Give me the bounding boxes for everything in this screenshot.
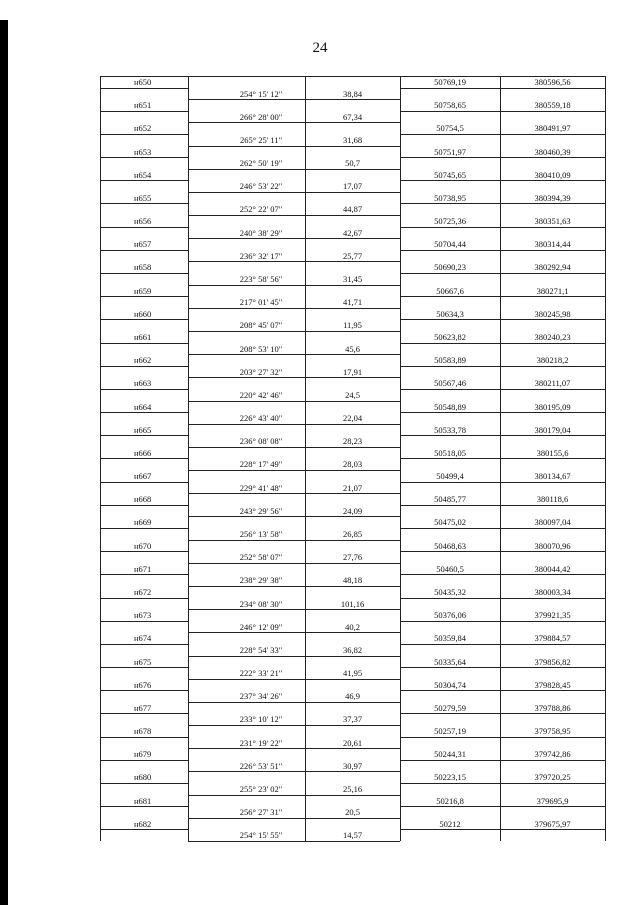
- point-label: н664: [134, 401, 152, 412]
- segment-length: 11,95: [343, 320, 362, 331]
- x-coordinate: 50583,89: [434, 355, 466, 366]
- x-coordinate: 50335,64: [434, 656, 466, 667]
- bearing-angle: 255° 23' 02": [239, 783, 283, 794]
- row-midline: [400, 435, 605, 436]
- bearing-angle: 234° 08' 30": [239, 598, 283, 609]
- bearing-angle: 262° 50' 19": [239, 158, 283, 169]
- row-midline: [400, 644, 605, 645]
- y-coordinate: 380211,07: [534, 378, 571, 389]
- bearing-angle: 228° 54' 33": [239, 644, 283, 655]
- point-label: н673: [134, 610, 152, 621]
- row-bottomline: [188, 238, 400, 239]
- segment-length: 24,5: [345, 389, 360, 400]
- row-midline: [400, 111, 605, 112]
- bearing-angle: 252° 22' 07": [239, 204, 283, 215]
- segment-length: 45,6: [345, 343, 360, 354]
- point-label: н658: [134, 262, 152, 273]
- point-label: н659: [134, 285, 152, 296]
- x-coordinate: 50499,4: [436, 471, 464, 482]
- y-coordinate: 380003,34: [534, 586, 571, 597]
- point-label: н666: [134, 447, 152, 458]
- row-midline: [400, 389, 605, 390]
- row-midline: [100, 458, 188, 459]
- point-label: н651: [134, 100, 152, 111]
- page-number: 24: [312, 40, 328, 56]
- bearing-angle: 238° 29' 38": [239, 575, 283, 586]
- point-label: н679: [134, 749, 152, 760]
- point-label: н655: [134, 192, 152, 203]
- bearing-angle: 246° 12' 09": [239, 621, 283, 632]
- segment-length: 30,97: [342, 760, 363, 771]
- point-label: н671: [134, 563, 152, 574]
- segment-length: 41,71: [342, 297, 363, 308]
- point-label: н660: [134, 308, 152, 319]
- row-bottomline: [188, 702, 400, 703]
- point-label: н661: [134, 331, 152, 342]
- bearing-angle: 233° 10' 12": [239, 714, 283, 725]
- row-midline: [400, 505, 605, 506]
- scan-binding-edge: [0, 20, 8, 905]
- x-coordinate: 50359,84: [434, 633, 466, 644]
- point-label: н670: [134, 540, 152, 551]
- row-bottomline: [188, 331, 400, 332]
- segment-length: 31,45: [342, 274, 363, 285]
- x-coordinate: 50667,6: [436, 285, 464, 296]
- row-midline: [100, 574, 188, 575]
- row-midline: [400, 134, 605, 135]
- point-label: н674: [134, 633, 152, 644]
- row-midline: [400, 760, 605, 761]
- y-coordinate: 380240,23: [534, 331, 571, 342]
- y-coordinate: 379720,25: [534, 772, 571, 783]
- point-label: н682: [134, 818, 152, 829]
- row-bottomline: [188, 540, 400, 541]
- row-midline: [400, 528, 605, 529]
- row-midline: [100, 667, 188, 668]
- x-coordinate: 50257,19: [434, 726, 466, 737]
- bearing-angle: 222° 33' 21": [239, 668, 283, 679]
- point-label: н680: [134, 772, 152, 783]
- x-coordinate: 50704,44: [434, 239, 466, 250]
- segment-length: 42,67: [342, 227, 363, 238]
- y-coordinate: 380179,04: [534, 424, 571, 435]
- y-coordinate: 380044,42: [534, 563, 571, 574]
- x-coordinate: 50435,32: [434, 586, 466, 597]
- segment-length: 41,95: [342, 668, 363, 679]
- point-label: н676: [134, 679, 152, 690]
- row-midline: [100, 621, 188, 622]
- y-coordinate: 379788,86: [534, 702, 571, 713]
- row-bottomline: [188, 354, 400, 355]
- y-coordinate: 380218,2: [536, 355, 569, 366]
- row-midline: [400, 667, 605, 668]
- bearing-angle: 246° 53' 22": [239, 181, 283, 192]
- segment-length: 46,9: [345, 691, 360, 702]
- row-bottomline: [188, 563, 400, 564]
- segment-length: 22,04: [342, 413, 363, 424]
- row-bottomline: [188, 656, 400, 657]
- y-coordinate: 380351,63: [534, 216, 571, 227]
- row-midline: [100, 806, 188, 807]
- bearing-angle: 266° 28' 00": [239, 111, 283, 122]
- row-midline: [100, 203, 188, 204]
- row-midline: [400, 412, 605, 413]
- x-coordinate: 50758,65: [434, 100, 466, 111]
- segment-length: 27,76: [342, 552, 363, 563]
- row-midline: [100, 482, 188, 483]
- bearing-angle: 237° 34' 26": [239, 691, 283, 702]
- row-midline: [400, 574, 605, 575]
- y-coordinate: 380596,56: [534, 77, 571, 87]
- bearing-angle: 228° 17' 49": [239, 459, 283, 470]
- segment-length: 21,07: [342, 482, 363, 493]
- x-coordinate: 50725,36: [434, 216, 466, 227]
- y-coordinate: 380460,39: [534, 146, 571, 157]
- bearing-angle: 254° 15' 12": [239, 88, 283, 99]
- segment-length: 14,57: [342, 830, 363, 841]
- row-midline: [100, 227, 188, 228]
- bearing-angle: 243° 29' 56": [239, 505, 283, 516]
- column-divider-1: [188, 76, 189, 841]
- bearing-angle: 217° 01' 45": [239, 297, 283, 308]
- row-bottomline: [188, 795, 400, 796]
- point-label: н665: [134, 424, 152, 435]
- bearing-angle: 252° 58' 07": [239, 552, 283, 563]
- point-label: н667: [134, 471, 152, 482]
- segment-length: 25,77: [342, 250, 363, 261]
- y-coordinate: 380118,6: [536, 494, 569, 505]
- row-bottomline: [188, 192, 400, 193]
- x-coordinate: 50475,02: [434, 517, 466, 528]
- point-label: н654: [134, 169, 152, 180]
- row-bottomline: [188, 447, 400, 448]
- bearing-angle: 256° 13' 58": [239, 529, 283, 539]
- x-coordinate: 50304,74: [434, 679, 466, 690]
- point-label: н663: [134, 378, 152, 389]
- row-midline: [100, 134, 188, 135]
- row-midline: [400, 829, 605, 830]
- bearing-angle: 226° 43' 40": [239, 413, 283, 424]
- y-coordinate: 379856,82: [534, 656, 571, 667]
- row-bottomline: [188, 377, 400, 378]
- y-coordinate: 379675,97: [534, 818, 571, 829]
- row-midline: [400, 157, 605, 158]
- x-coordinate: 50533,78: [434, 424, 466, 435]
- bearing-angle: 254° 15' 55": [239, 830, 283, 841]
- segment-length: 67,34: [342, 111, 363, 122]
- row-bottomline: [188, 725, 400, 726]
- y-coordinate: 380394,39: [534, 192, 571, 203]
- x-coordinate: 50216,8: [436, 795, 464, 806]
- row-midline: [100, 250, 188, 251]
- bearing-angle: 231° 19' 22": [239, 737, 283, 748]
- row-midline: [400, 227, 605, 228]
- y-coordinate: 379828,45: [534, 679, 571, 690]
- row-midline: [400, 621, 605, 622]
- segment-length: 20,61: [342, 737, 363, 748]
- row-midline: [100, 829, 188, 830]
- row-bottomline: [188, 99, 400, 100]
- row-midline: [100, 412, 188, 413]
- segment-length: 36,82: [342, 644, 363, 655]
- row-midline: [100, 157, 188, 158]
- segment-length: 24,09: [342, 505, 363, 516]
- bearing-angle: 220° 42' 46": [239, 389, 283, 400]
- row-bottomline: [188, 401, 400, 402]
- point-label: н657: [134, 239, 152, 250]
- segment-length: 17,07: [342, 181, 363, 192]
- table-border-right: [605, 76, 606, 841]
- row-midline: [400, 319, 605, 320]
- y-coordinate: 379742,86: [534, 749, 571, 760]
- row-bottomline: [188, 285, 400, 286]
- segment-length: 17,91: [342, 366, 363, 377]
- row-bottomline: [188, 146, 400, 147]
- row-midline: [400, 343, 605, 344]
- y-coordinate: 380195,09: [534, 401, 571, 412]
- y-coordinate: 380097,04: [534, 517, 571, 528]
- x-coordinate: 50279,59: [434, 702, 466, 713]
- bearing-angle: 236° 32' 17": [239, 250, 283, 261]
- row-midline: [100, 598, 188, 599]
- x-coordinate: 50548,89: [434, 401, 466, 412]
- x-coordinate: 50634,3: [436, 308, 464, 319]
- row-midline: [100, 783, 188, 784]
- point-label: н652: [134, 123, 152, 134]
- row-midline: [400, 551, 605, 552]
- x-coordinate: 50623,82: [434, 331, 466, 342]
- row-bottomline: [188, 493, 400, 494]
- row-midline: [100, 296, 188, 297]
- x-coordinate: 50485,77: [434, 494, 466, 505]
- row-midline: [100, 713, 188, 714]
- row-midline: [400, 690, 605, 691]
- row-bottomline: [188, 470, 400, 471]
- row-midline: [400, 88, 605, 89]
- row-bottomline: [188, 516, 400, 517]
- point-label: н672: [134, 586, 152, 597]
- y-coordinate: 380559,18: [534, 100, 571, 111]
- x-coordinate: 50690,23: [434, 262, 466, 273]
- segment-length: 28,23: [342, 436, 363, 447]
- x-coordinate: 50244,31: [434, 749, 466, 760]
- y-coordinate: 380491,97: [534, 123, 571, 134]
- x-coordinate: 50468,63: [434, 540, 466, 551]
- y-coordinate: 380271,1: [536, 285, 569, 296]
- bearing-angle: 226° 53' 51": [239, 760, 283, 771]
- x-coordinate: 50518,05: [434, 447, 466, 458]
- segment-length: 48,18: [342, 575, 363, 586]
- row-bottomline: [188, 818, 400, 819]
- row-midline: [100, 737, 188, 738]
- row-midline: [400, 713, 605, 714]
- x-coordinate: 50745,65: [434, 169, 466, 180]
- segment-length: 26,85: [342, 529, 363, 539]
- row-midline: [400, 737, 605, 738]
- bearing-angle: 236° 08' 08": [239, 436, 283, 447]
- row-midline: [100, 366, 188, 367]
- coordinates-table: [100, 76, 605, 841]
- bearing-angle: 203° 27' 32": [239, 366, 283, 377]
- x-coordinate: 50754,5: [436, 123, 464, 134]
- row-bottomline: [188, 609, 400, 610]
- row-midline: [400, 482, 605, 483]
- segment-length: 50,7: [345, 158, 360, 169]
- row-midline: [100, 551, 188, 552]
- y-coordinate: 380245,98: [534, 308, 571, 319]
- bearing-angle: 265° 25' 11": [239, 134, 283, 145]
- x-coordinate: 50567,46: [434, 378, 466, 389]
- point-label: н662: [134, 355, 152, 366]
- row-midline: [400, 458, 605, 459]
- y-coordinate: 379921,35: [534, 610, 571, 621]
- row-midline: [100, 690, 188, 691]
- y-coordinate: 380292,94: [534, 262, 571, 273]
- x-coordinate: 50376,06: [434, 610, 466, 621]
- bearing-angle: 240° 38' 29": [239, 227, 283, 238]
- point-label: н668: [134, 494, 152, 505]
- row-midline: [400, 598, 605, 599]
- point-label: н669: [134, 517, 152, 528]
- x-coordinate: 50223,15: [434, 772, 466, 783]
- row-midline: [400, 180, 605, 181]
- row-midline: [100, 273, 188, 274]
- y-coordinate: 380134,67: [534, 471, 571, 482]
- row-bottomline: [188, 169, 400, 170]
- segment-length: 38,84: [342, 88, 363, 99]
- row-midline: [100, 343, 188, 344]
- row-bottomline: [188, 308, 400, 309]
- row-bottomline: [188, 424, 400, 425]
- point-label: н681: [134, 795, 152, 806]
- point-label: н656: [134, 216, 152, 227]
- row-bottomline: [188, 261, 400, 262]
- row-midline: [100, 435, 188, 436]
- row-midline: [400, 250, 605, 251]
- row-midline: [100, 389, 188, 390]
- segment-length: 37,37: [342, 714, 363, 725]
- bearing-angle: 256° 27' 31": [239, 807, 283, 818]
- y-coordinate: 380314,44: [534, 239, 571, 250]
- y-coordinate: 379758,95: [534, 726, 571, 737]
- row-midline: [100, 528, 188, 529]
- segment-length: 20,5: [345, 807, 360, 818]
- y-coordinate: 380410,09: [534, 169, 571, 180]
- bearing-angle: 229° 41' 48": [239, 482, 283, 493]
- y-coordinate: 380070,96: [534, 540, 571, 551]
- point-label: н653: [134, 146, 152, 157]
- row-bottomline: [188, 748, 400, 749]
- point-label: н677: [134, 702, 152, 713]
- bearing-angle: 208° 53' 10": [239, 343, 283, 354]
- y-coordinate: 380155,6: [536, 447, 569, 458]
- row-midline: [100, 319, 188, 320]
- segment-length: 25,16: [342, 783, 363, 794]
- row-bottomline: [188, 586, 400, 587]
- row-bottomline: [188, 215, 400, 216]
- row-midline: [100, 88, 188, 89]
- row-bottomline: [188, 122, 400, 123]
- point-label: н650: [134, 77, 152, 87]
- row-midline: [400, 806, 605, 807]
- row-midline: [400, 296, 605, 297]
- x-coordinate: 50212: [439, 818, 461, 829]
- point-label: н678: [134, 726, 152, 737]
- row-midline: [100, 180, 188, 181]
- row-bottomline: [188, 771, 400, 772]
- segment-length: 101,16: [340, 598, 365, 609]
- row-midline: [400, 783, 605, 784]
- row-midline: [100, 505, 188, 506]
- row-bottomline: [188, 841, 400, 842]
- row-midline: [100, 644, 188, 645]
- x-coordinate: 50738,95: [434, 192, 466, 203]
- row-midline: [400, 273, 605, 274]
- x-coordinate: 50769,19: [434, 77, 466, 87]
- x-coordinate: 50751,97: [434, 146, 466, 157]
- row-bottomline: [188, 632, 400, 633]
- y-coordinate: 379695,9: [536, 795, 569, 806]
- segment-length: 40,2: [345, 621, 360, 632]
- segment-length: 28,03: [342, 459, 363, 470]
- segment-length: 44,87: [342, 204, 363, 215]
- bearing-angle: 223° 58' 56": [239, 274, 283, 285]
- y-coordinate: 379884,57: [534, 633, 571, 644]
- segment-length: 31,68: [342, 134, 363, 145]
- row-midline: [100, 760, 188, 761]
- row-midline: [400, 203, 605, 204]
- point-label: н675: [134, 656, 152, 667]
- row-midline: [400, 366, 605, 367]
- row-midline: [100, 111, 188, 112]
- bearing-angle: 208° 45' 07": [239, 320, 283, 331]
- row-bottomline: [188, 679, 400, 680]
- x-coordinate: 50460,5: [436, 563, 464, 574]
